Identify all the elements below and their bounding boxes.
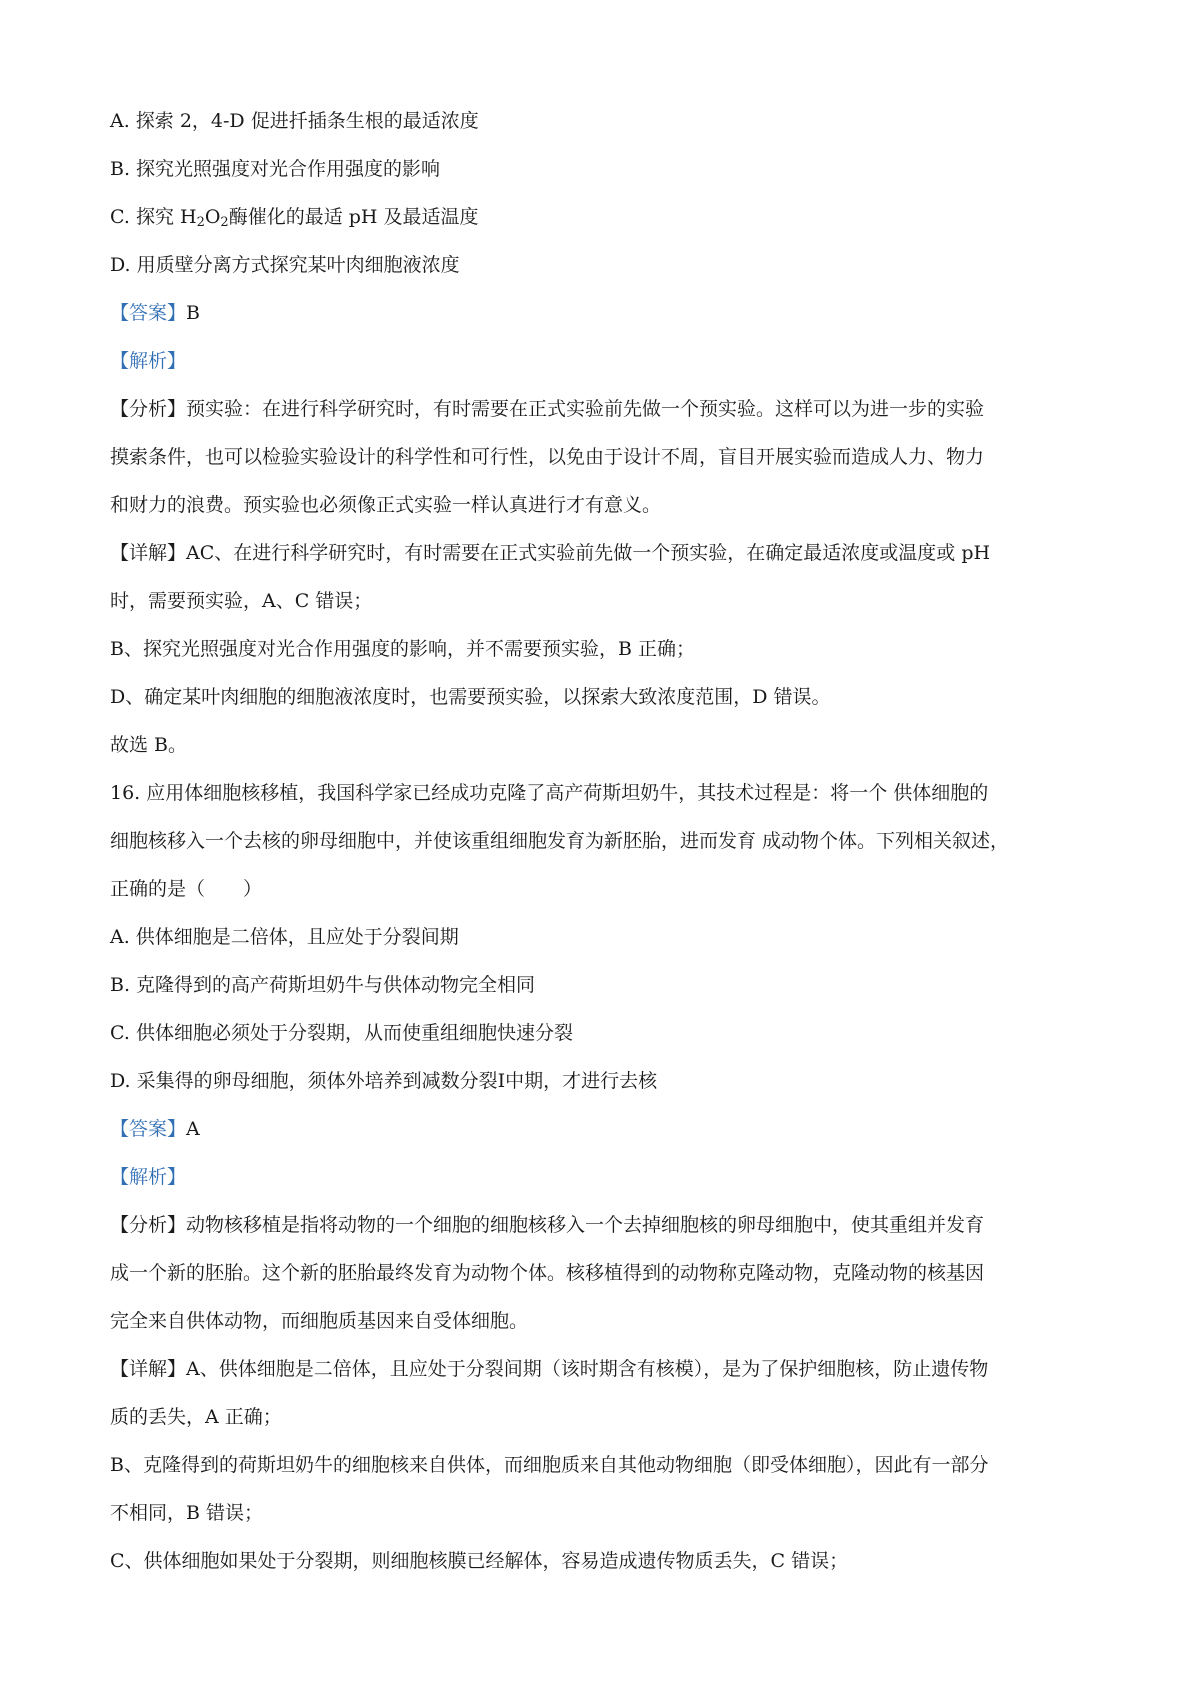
q15-conclusion: 故选 B。 <box>110 734 188 756</box>
q16-option-a: A. 供体细胞是二倍体，且应处于分裂间期 <box>110 926 459 948</box>
q15-fenxi-line-3: 和财力的浪费。预实验也必须像正式实验一样认真进行才有意义。 <box>110 494 662 516</box>
q16-xiangjie-line-3: B、克隆得到的荷斯坦奶牛的细胞核来自供体，而细胞质来自其他动物细胞（即受体细胞），因此有一部分 <box>110 1454 989 1476</box>
q15-answer <box>110 289 1100 337</box>
q16-xiangjie-line-1 <box>110 1345 1100 1393</box>
q16-option-d: D. 采集得的卵母细胞，须体外培养到减数分裂Ⅰ中期，才进行去核 <box>110 1070 658 1092</box>
q16-option-c: C. 供体细胞必须处于分裂期，从而使重组细胞快速分裂 <box>110 1022 573 1044</box>
q16-analysis-heading <box>110 1153 1100 1201</box>
q15-fenxi-label: 【分析】 <box>110 398 187 420</box>
q15-fenxi-line-1 <box>110 385 1100 433</box>
q15-xiangjie-label: 【详解】 <box>110 542 187 564</box>
q15-answer-label: 【答案】 <box>110 302 187 324</box>
q15-option-d: D. 用质壁分离方式探究某叶肉细胞液浓度 <box>110 254 460 276</box>
q16-xiangjie-line-5: C、供体细胞如果处于分裂期，则细胞核膜已经解体，容易造成遗传物质丢失，C 错误； <box>110 1550 849 1572</box>
q16-fenxi-label: 【分析】 <box>110 1214 187 1236</box>
q16-fenxi-text-1: 动物核移植是指将动物的一个细胞的细胞核移入一个去掉细胞核的卵母细胞中，使其重组并发育 <box>186 1214 985 1236</box>
q16-fenxi-line-2: 成一个新的胚胎。这个新的胚胎最终发育为动物个体。核移植得到的动物称克隆动物，克隆动物的核基因 <box>110 1262 985 1284</box>
q16-xiangjie-line-2: 质的丢失，A 正确； <box>110 1406 282 1428</box>
q16-analysis-label: 【解析】 <box>110 1166 187 1188</box>
q15-option-c-mid: O <box>204 206 221 228</box>
q15-analysis-heading <box>110 337 1100 385</box>
q15-option-c-suffix: 酶催化的最适 pH 及最适温度 <box>228 206 479 228</box>
q15-answer-value: B <box>186 302 200 324</box>
q15-option-b: B. 探究光照强度对光合作用强度的影响 <box>110 158 441 180</box>
document-content <box>110 97 1100 1585</box>
q15-option-a: A. 探索 2，4-D 促进扦插条生根的最适浓度 <box>110 110 479 132</box>
q15-option-c-subscript-1: 2 <box>196 215 205 230</box>
q16-stem-line-3: 正确的是（ ） <box>110 878 263 900</box>
q15-option-c <box>110 193 1100 241</box>
q16-answer-value: A <box>186 1118 200 1140</box>
q16-xiangjie-line-4: 不相同，B 错误； <box>110 1502 264 1524</box>
q15-xiangjie-line-2: 时，需要预实验，A、C 错误； <box>110 590 373 612</box>
q16-answer-label: 【答案】 <box>110 1118 187 1140</box>
q15-fenxi-text-1: 预实验：在进行科学研究时，有时需要在正式实验前先做一个预实验。这样可以为进一步的实验 <box>186 398 985 420</box>
q16-option-b: B. 克隆得到的高产荷斯坦奶牛与供体动物完全相同 <box>110 974 536 996</box>
q16-answer <box>110 1105 1100 1153</box>
q16-xiangjie-text-1: A、供体细胞是二倍体，且应处于分裂间期（该时期含有核模），是为了保护细胞核，防止遗传物 <box>186 1358 989 1380</box>
q16-stem-line-1: 16. 应用体细胞核移植，我国科学家已经成功克隆了高产荷斯坦奶牛，其技术过程是：将一个 供体细胞的 <box>110 782 989 804</box>
q16-fenxi-line-3: 完全来自供体动物，而细胞质基因来自受体细胞。 <box>110 1310 529 1332</box>
q15-xiangjie-line-4: D、确定某叶肉细胞的细胞液浓度时，也需要预实验，以探索大致浓度范围，D 错误。 <box>110 686 831 708</box>
q16-fenxi-line-1 <box>110 1201 1100 1249</box>
q15-option-c-prefix: C. 探究 H <box>110 206 197 228</box>
q16-stem-line-2: 细胞核移入一个去核的卵母细胞中，并使该重组细胞发育为新胚胎，进而发育 成动物个体。下列相关叙述， <box>110 830 1010 852</box>
q15-fenxi-line-2: 摸索条件，也可以检验实验设计的科学性和可行性，以免由于设计不周，盲目开展实验而造成人力、物力 <box>110 446 985 468</box>
q16-xiangjie-label: 【详解】 <box>110 1358 187 1380</box>
q15-analysis-label: 【解析】 <box>110 350 187 372</box>
q15-option-c-subscript-2: 2 <box>220 215 229 230</box>
q15-xiangjie-line-1 <box>110 529 1100 577</box>
q15-xiangjie-line-3: B、探究光照强度对光合作用强度的影响，并不需要预实验，B 正确； <box>110 638 695 660</box>
q15-xiangjie-text-1: AC、在进行科学研究时，有时需要在正式实验前先做一个预实验，在确定最适浓度或温度或 pH <box>186 542 991 564</box>
